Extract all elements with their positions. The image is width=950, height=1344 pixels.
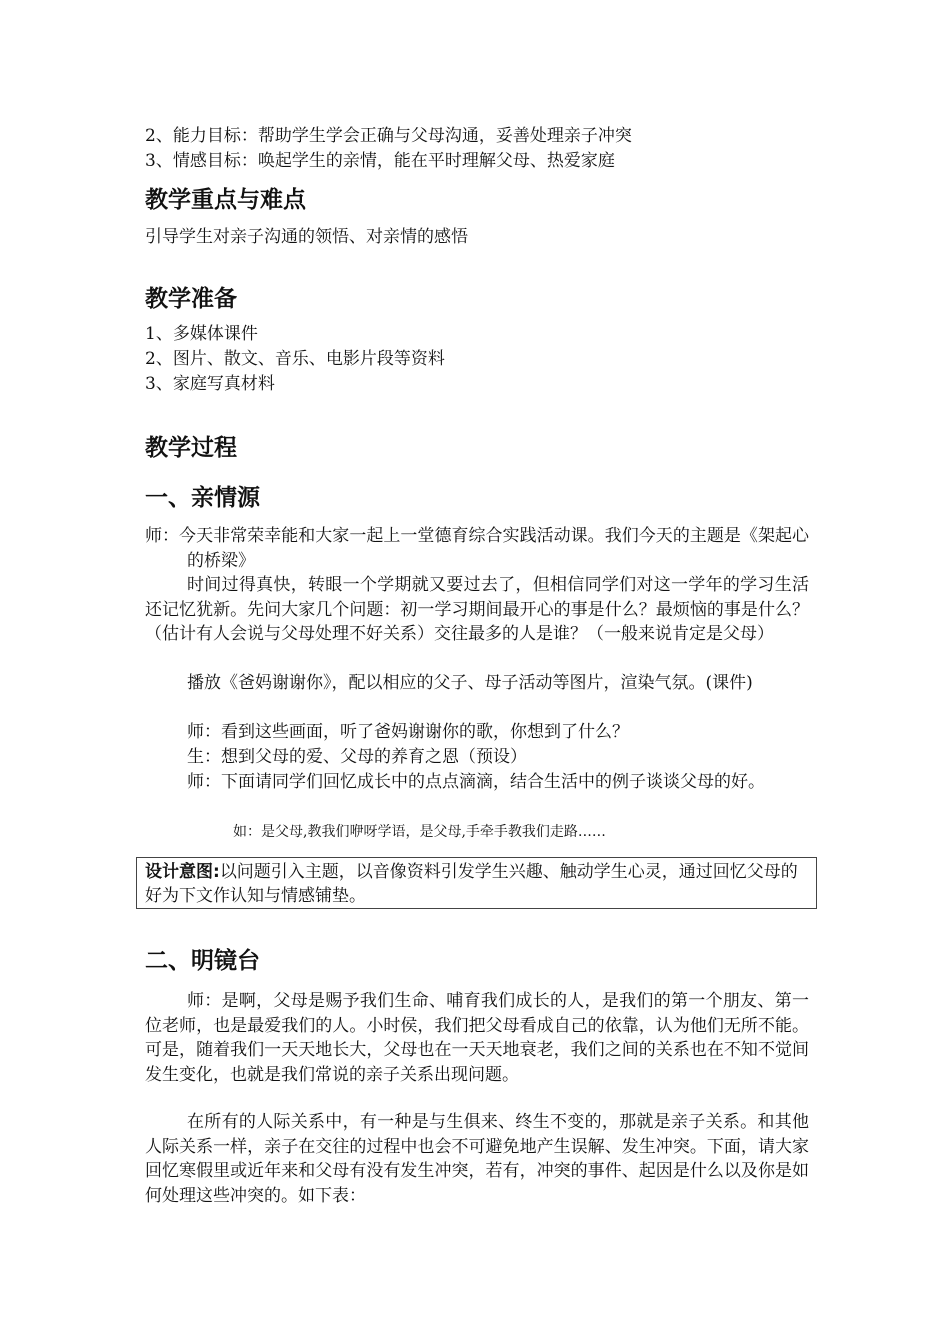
design-intent-box	[136, 857, 817, 909]
section2-paragraph: 在所有的人际关系中，有一种是与生俱来、终生不变的，那就是亲子关系。和其他人际关系一样，亲子在交往的过程中也会不可避免地产生误解、发生冲突。下面，请大家回忆寒假里或近年来和父母有没有发生冲突，若有，冲突的事件、起因是什么以及你是如何处理这些冲突的。如下表：	[145, 1112, 809, 1206]
design-intent-label: 设计意图:	[145, 862, 220, 882]
section1-paragraph: 生：想到父母的爱、父母的养育之恩（预设）	[187, 747, 527, 767]
example-text: 如：是父母,教我们咿呀学语，是父母,手牵手教我们走路……	[233, 824, 606, 840]
design-intent-text: 以问题引入主题，以音像资料引发学生兴趣、触动学生心灵，通过回忆父母的好为下文作认知与情感铺垫。	[145, 862, 798, 906]
preparation-item: 3、家庭写真材料	[145, 374, 275, 394]
section1-paragraph: 播放《爸妈谢谢你》，配以相应的父子、母子活动等图片，渲染气氛。(课件)	[187, 673, 753, 693]
section1-paragraph: 师：看到这些画面，听了爸妈谢谢你的歌，你想到了什么？	[187, 722, 629, 742]
heading-section1: 一、亲情源	[145, 485, 260, 511]
section1-paragraph: 师：下面请同学们回忆成长中的点点滴滴，结合生活中的例子谈谈父母的好。	[187, 772, 765, 792]
objective-emotion: 3、情感目标：唤起学生的亲情，能在平时理解父母、热爱家庭	[145, 151, 615, 171]
heading-process: 教学过程	[145, 435, 237, 461]
section1-paragraph: 师：今天非常荣幸能和大家一起上一堂德育综合实践活动课。我们今天的主题是《架起心的桥梁》	[145, 526, 809, 571]
heading-preparation: 教学准备	[145, 286, 237, 312]
heading-key-points: 教学重点与难点	[145, 187, 306, 213]
preparation-item: 1、多媒体课件	[145, 324, 258, 344]
heading-section2: 二、明镜台	[145, 948, 260, 974]
objective-ability: 2、能力目标：帮助学生学会正确与父母沟通，妥善处理亲子冲突	[145, 126, 632, 146]
section2-paragraph: 师：是啊，父母是赐予我们生命、哺育我们成长的人，是我们的第一个朋友、第一位老师，也是最爱我们的人。小时侯，我们把父母看成自己的依靠，认为他们无所不能。可是，随着我们一天天地长大，父母也在一天天地衰老，我们之间的关系也在不知不觉间发生变化，也就是我们常说的亲子关系出现问题。	[145, 991, 809, 1085]
key-points-text: 引导学生对亲子沟通的领悟、对亲情的感悟	[145, 227, 468, 247]
section1-paragraph: 时间过得真快，转眼一个学期就又要过去了，但相信同学们对这一学年的学习生活还记忆犹新。先问大家几个问题：初一学习期间最开心的事是什么？最烦恼的事是什么？（估计有人会说与父母处理不好关系）交往最多的人是谁？（一般来说肯定是父母）	[145, 575, 809, 644]
preparation-item: 2、图片、散文、音乐、电影片段等资料	[145, 349, 445, 369]
